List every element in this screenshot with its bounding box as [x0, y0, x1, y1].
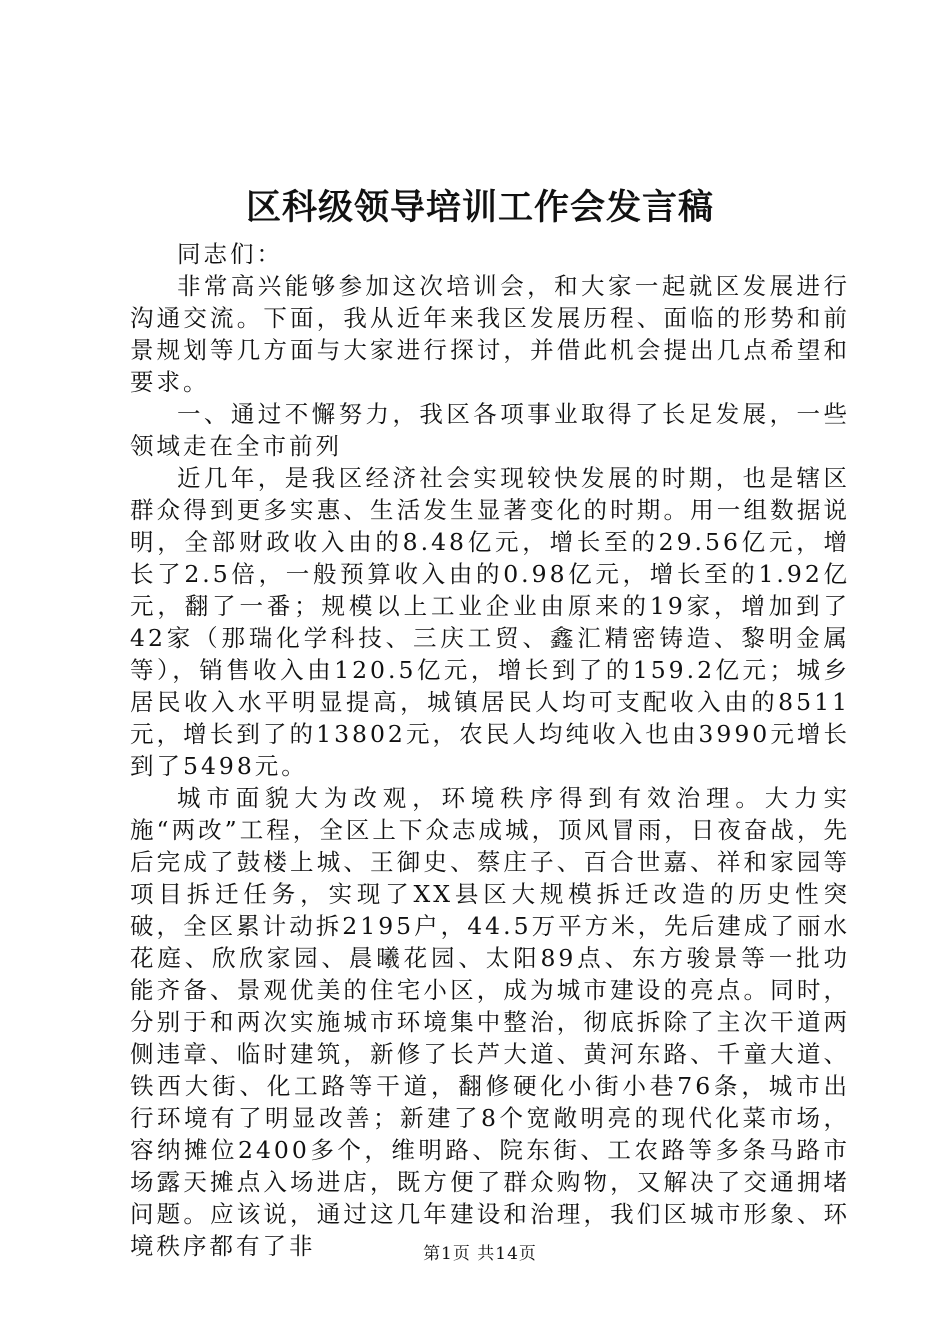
page-footer: 第1页 共14页: [423, 1244, 537, 1264]
document-title: 区科级领导培训工作会发言稿: [245, 187, 714, 228]
section-heading: 一、通过不懈努力，我区各项事业取得了长足发展，一些领域走在全市前列: [130, 400, 850, 460]
document-body: [130, 238, 850, 1262]
paragraph-city: 城市面貌大为改观，环境秩序得到有效治理。大力实施“两改”工程，全区上下众志成城，顶风冒雨，日夜奋战，先后完成了鼓楼上城、王御史、蔡庄子、百合世嘉、祥和家园等项目拆迁任务，实现了XX县区大规模拆迁改造的历史性突破，全区累计动拆2195户，44.5万平方米，先后建成了丽水花庭、欣欣家园、晨曦花园、太阳89点、东方骏景等一批功能齐备、景观优美的住宅小区，成为城市建设的亮点。同时，分别于和两次实施城市环境集中整治，彻底拆除了主次干道两侧违章、临时建筑，新修了长芦大道、黄河东路、千童大道、铁西大街、化工路等干道，翻修硬化小街小巷76条，城市出行环境有了明显改善；新建了8个宽敞明亮的现代化菜市场，容纳摊位2400多个，维明路、院东街、工农路等多条马路市场露天摊点入场进店，既方便了群众购物，又解决了交通拥堵问题。应该说，通过这几年建设和治理，我们区城市形象、环境秩序都有了非: [130, 784, 850, 1260]
salutation: 同志们：: [177, 240, 283, 268]
paragraph-intro: 非常高兴能够参加这次培训会，和大家一起就区发展进行沟通交流。下面，我从近年来我区发展历程、面临的形势和前景规划等几方面与大家进行探讨，并借此机会提出几点希望和要求。: [130, 272, 850, 396]
paragraph-economy: 近几年，是我区经济社会实现较快发展的时期，也是辖区群众得到更多实惠、生活发生显著变化的时期。用一组数据说明，全部财政收入由的8.48亿元，增长至的29.56亿元，增长了2.5倍，一般预算收入由的0.98亿元，增长至的1.92亿元，翻了一番；规模以上工业企业由原来的19家，增加到了42家（那瑞化学科技、三庆工贸、鑫汇精密铸造、黎明金属等），销售收入由120.5亿元，增长到了的159.2亿元；城乡居民收入水平明显提高，城镇居民人均可支配收入由的8511元，增长到了的13802元，农民人均纯收入也由3990元增长到了5498元。: [130, 464, 850, 780]
